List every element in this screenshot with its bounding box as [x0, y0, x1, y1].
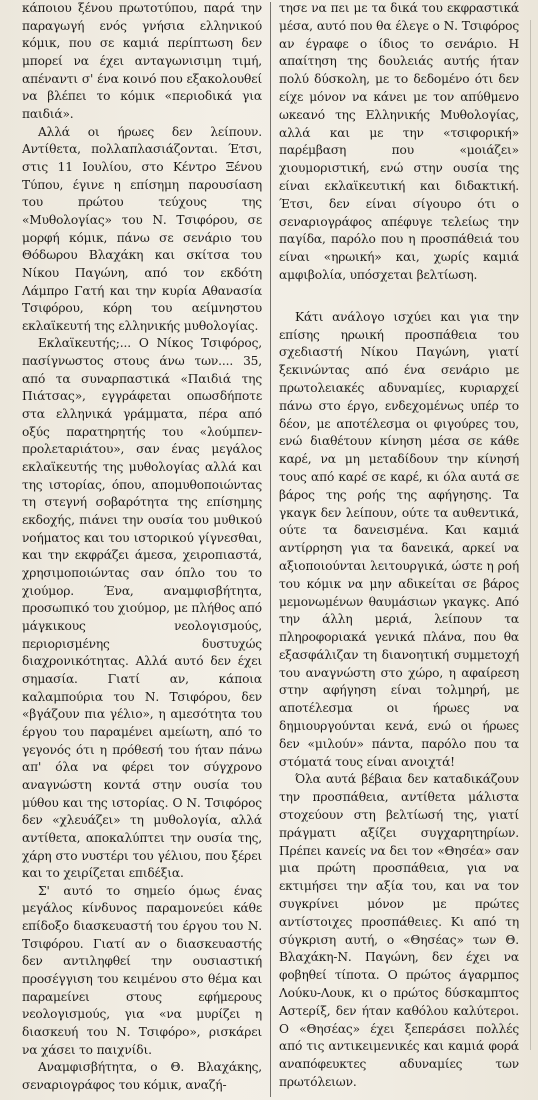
paragraph: Κάτι ανάλογο ισχύει και για την επίσης ηρωική προσπάθεια του σχεδιαστή Νίκου Παγώνη, γιατί ξεκινώντας από ένα σενάριο με πρωτολειακές αδυναμίες, κυριαρχεί πάνω στο έργο, ενδεχομένως υπέρ το δέον, με αποτέλεσμα οι φιγούρες του, ενώ διαθέτουν κίνηση μέσα σε κάθε καρέ, να μη μεταδίδουν την κίνησή τους από καρέ σε καρέ, κι όλα αυτά σε βάρος της ροής της αφήγησης. Τα γκαγκ δεν λείπουν, ούτε τα αυθεντικά, ούτε τα δανεισμένα. Και καμιά αντίρρηση για τα δανεικά, αρκεί να αξιοποιούνται λειτουργικά, ώστε η ροή του κόμικ να μην αδικείται σε βάρος μεμονωμένων θαυμάσιων γκαγκς. Από την άλλη μεριά, λείπουν τα πληροφοριακά γενικά πλάνα, που θα εξασφάλιζαν τη διανοητική συμμετοχή του αναγνώστη στο χώρο, η αφαίρεση στην αφήγηση είναι τολμηρή, με αποτέλεσμα οι ήρωες να δημιουργούνται κενά, ενώ οι ήρωες δεν «μιλούν» πάντα, παρόλο που τα στόματά τους είναι ανοιχτά!: [279, 309, 519, 769]
paragraph: Όλα αυτά βέβαια δεν καταδικάζουν την προσπάθεια, αντίθετα μάλιστα στοχεύουν στη βελτίωσή της, γιατί πράγματι αξίζει συγχαρητηρίων. Πρέπει κανείς να δει τον «Θησέα» σαν μια πρώτη προσπάθεια, για να εκτιμήσει την αξία του, και να τον συγκρίνει μόνον με πρώτες αντίστοιχες προσπάθειες. Κι από τη σύγκριση αυτή, ο «Θησέας» των Θ. Βλαχάκη-Ν. Παγώνη, δεν έχει να φοβηθεί τίποτα. Ο πρώτος άγαρμπος Λούκυ-Λουκ, κι ο πρώτος δύσκαμπτος Αστερίξ, δεν ήταν καθόλου καλύτεροι. Ο «Θησέας» έχει ξεπεράσει πολλές από τις αντικειμενικές και καμιά φορά αναπόφευκτες αδυναμίες των πρωτόλειων.: [279, 772, 519, 1090]
paragraph: Αλλά οι ήρωες δεν λείπουν. Αντίθετα, πολλαπλασιάζονται. Έτσι, στις 11 Ιουλίου, στο Κέντρο Ξένου Τύπου, έγινε η επίσημη παρουσίαση του πρώτου τεύχους της «Μυθολογίας» του Ν. Τσιφόρου, σε μορφή κόμικ, πάνω σε σενάριο του Θόδωρου Βλαχάκη και σκίτσα του Νίκου Παγώνη, από τον εκδότη Λάμπρο Γατή και την κυρία Αθανασία Τσιφόρου, κόρη του αείμνηστου εκλαϊκευτή της ελληνικής μυθολογίας.: [22, 124, 262, 333]
paragraph: Αναμφισβήτητα, ο Θ. Βλαχάκης, σεναριογράφος του κόμικ, αναζή-: [22, 1060, 262, 1093]
paragraph: κάποιου ξένου πρωτοτύπου, παρά την παραγωγή ενός γνήσια ελληνικού κόμικ, που σε καμιά περίπτωση δεν μπορεί να έχει ανταγωνισιμη τιμή, απέναντι σ' ένα κοινό που εξακολουθεί να βλέπει το κόμικ «περιοδικά για παιδιά».: [22, 1, 262, 121]
paragraph: Σ' αυτό το σημείο όμως ένας μεγάλος κίνδυνος παραμονεύει κάθε επίδοξο διασκευαστή του έργου του Ν. Τσιφόρου. Γιατί αν ο διασκευαστής δεν αντιληφθεί την ουσιαστική προσέγγιση του κειμένου στο θέμα και παραμείνει στους εφήμερους νεολογισμούς, για «να μυρίζει η διασκευή του Ν. Τσιφόρο», ρισκάρει να χάσει το παιχνίδι.: [22, 883, 262, 1057]
page-edge-line: [530, 20, 531, 1050]
paragraph: Εκλαϊκευτής;... Ο Νίκος Τσιφόρος, πασίγνωστος στους άνω των.... 35, από τα συναρπαστικά «Παιδιά της Πιάτσας», εγγράφεται οπωσδήποτε στα ελληνικά γράμματα, πέρα από οξύς παρατηρητής του «λούμπεν-προλεταριάτου», σαν ένας μεγάλος εκλαϊκευτής της μυθολογίας αλλά και της ιστορίας, όπου, απομυθοποιώντας τη στεγνή σοβαρότητα της επίσημης εκδοχής, πιάνει την ουσία του μυθικού νοήματος και του ιστορικού γίγνεσθαι, και την εκφράζει άμεσα, χειροπιαστά, χρησιμοποιώντας σαν όπλο του το χιούμορ. Ένα, αναμφισβήτητα, προσωπικό του χιούμορ, με πλήθος από μάγκικους νεολογισμούς, περιορισμένης δυστυχώς διαχρονικότητας. Αλλά αυτό δεν έχει σημασία. Γιατί αν, κάποια καλαμπούρια του Ν. Τσιφόρου, δεν «βγάζουν πια γέλιο», η αμεσότητα του έργου του παραμένει αμείωτη, από το γεγονός ότι η πρόθεσή του ήταν πάνω απ' όλα να φέρει τον σύγχρονο αναγνώστη κοντά στην ουσία του μύθου και της ιστορίας. Ο Ν. Τσιφόρος δεν «χλευάζει» τη μυθολογία, αλλά αντίθετα, αποκαλύπτει την ουσία της, χάρη στο νυστέρι του γέλιου, που ξέρει και το χειρίζεται επιδέξια.: [22, 336, 262, 881]
column-divider: [270, 2, 271, 1097]
right-column: [279, 0, 519, 1092]
paragraph: τησε να πει με τα δικά του εκφραστικά μέσα, αυτό που θα έλεγε ο Ν. Τσιφόρος αν έγραφε ο ίδιος το σενάριο. Η απαίτηση της δουλειάς αυτής ήταν πολύ δύσκολη, με το δεδομένο ότι δεν είχε μόνον να κάνει με τον απύθμενο ωκεανό της Ελληνικής Μυθολογίας, αλλά και με την «τσιφορική» παρέμβαση που «μοιάζει» χιουμοριστική, ενώ στην ουσία της είναι εκλαϊκευτική και διδακτική. Έτσι, δεν είναι σίγουρο ότι ο σεναριογράφος απέφυγε τελείως την παγίδα, παρόλο που η προσπάθειά του είναι «ηρωική» και, χωρίς καμιά αμφιβολία, υπόσχεται βελτίωση.: [279, 1, 519, 282]
left-column: [22, 0, 262, 1095]
